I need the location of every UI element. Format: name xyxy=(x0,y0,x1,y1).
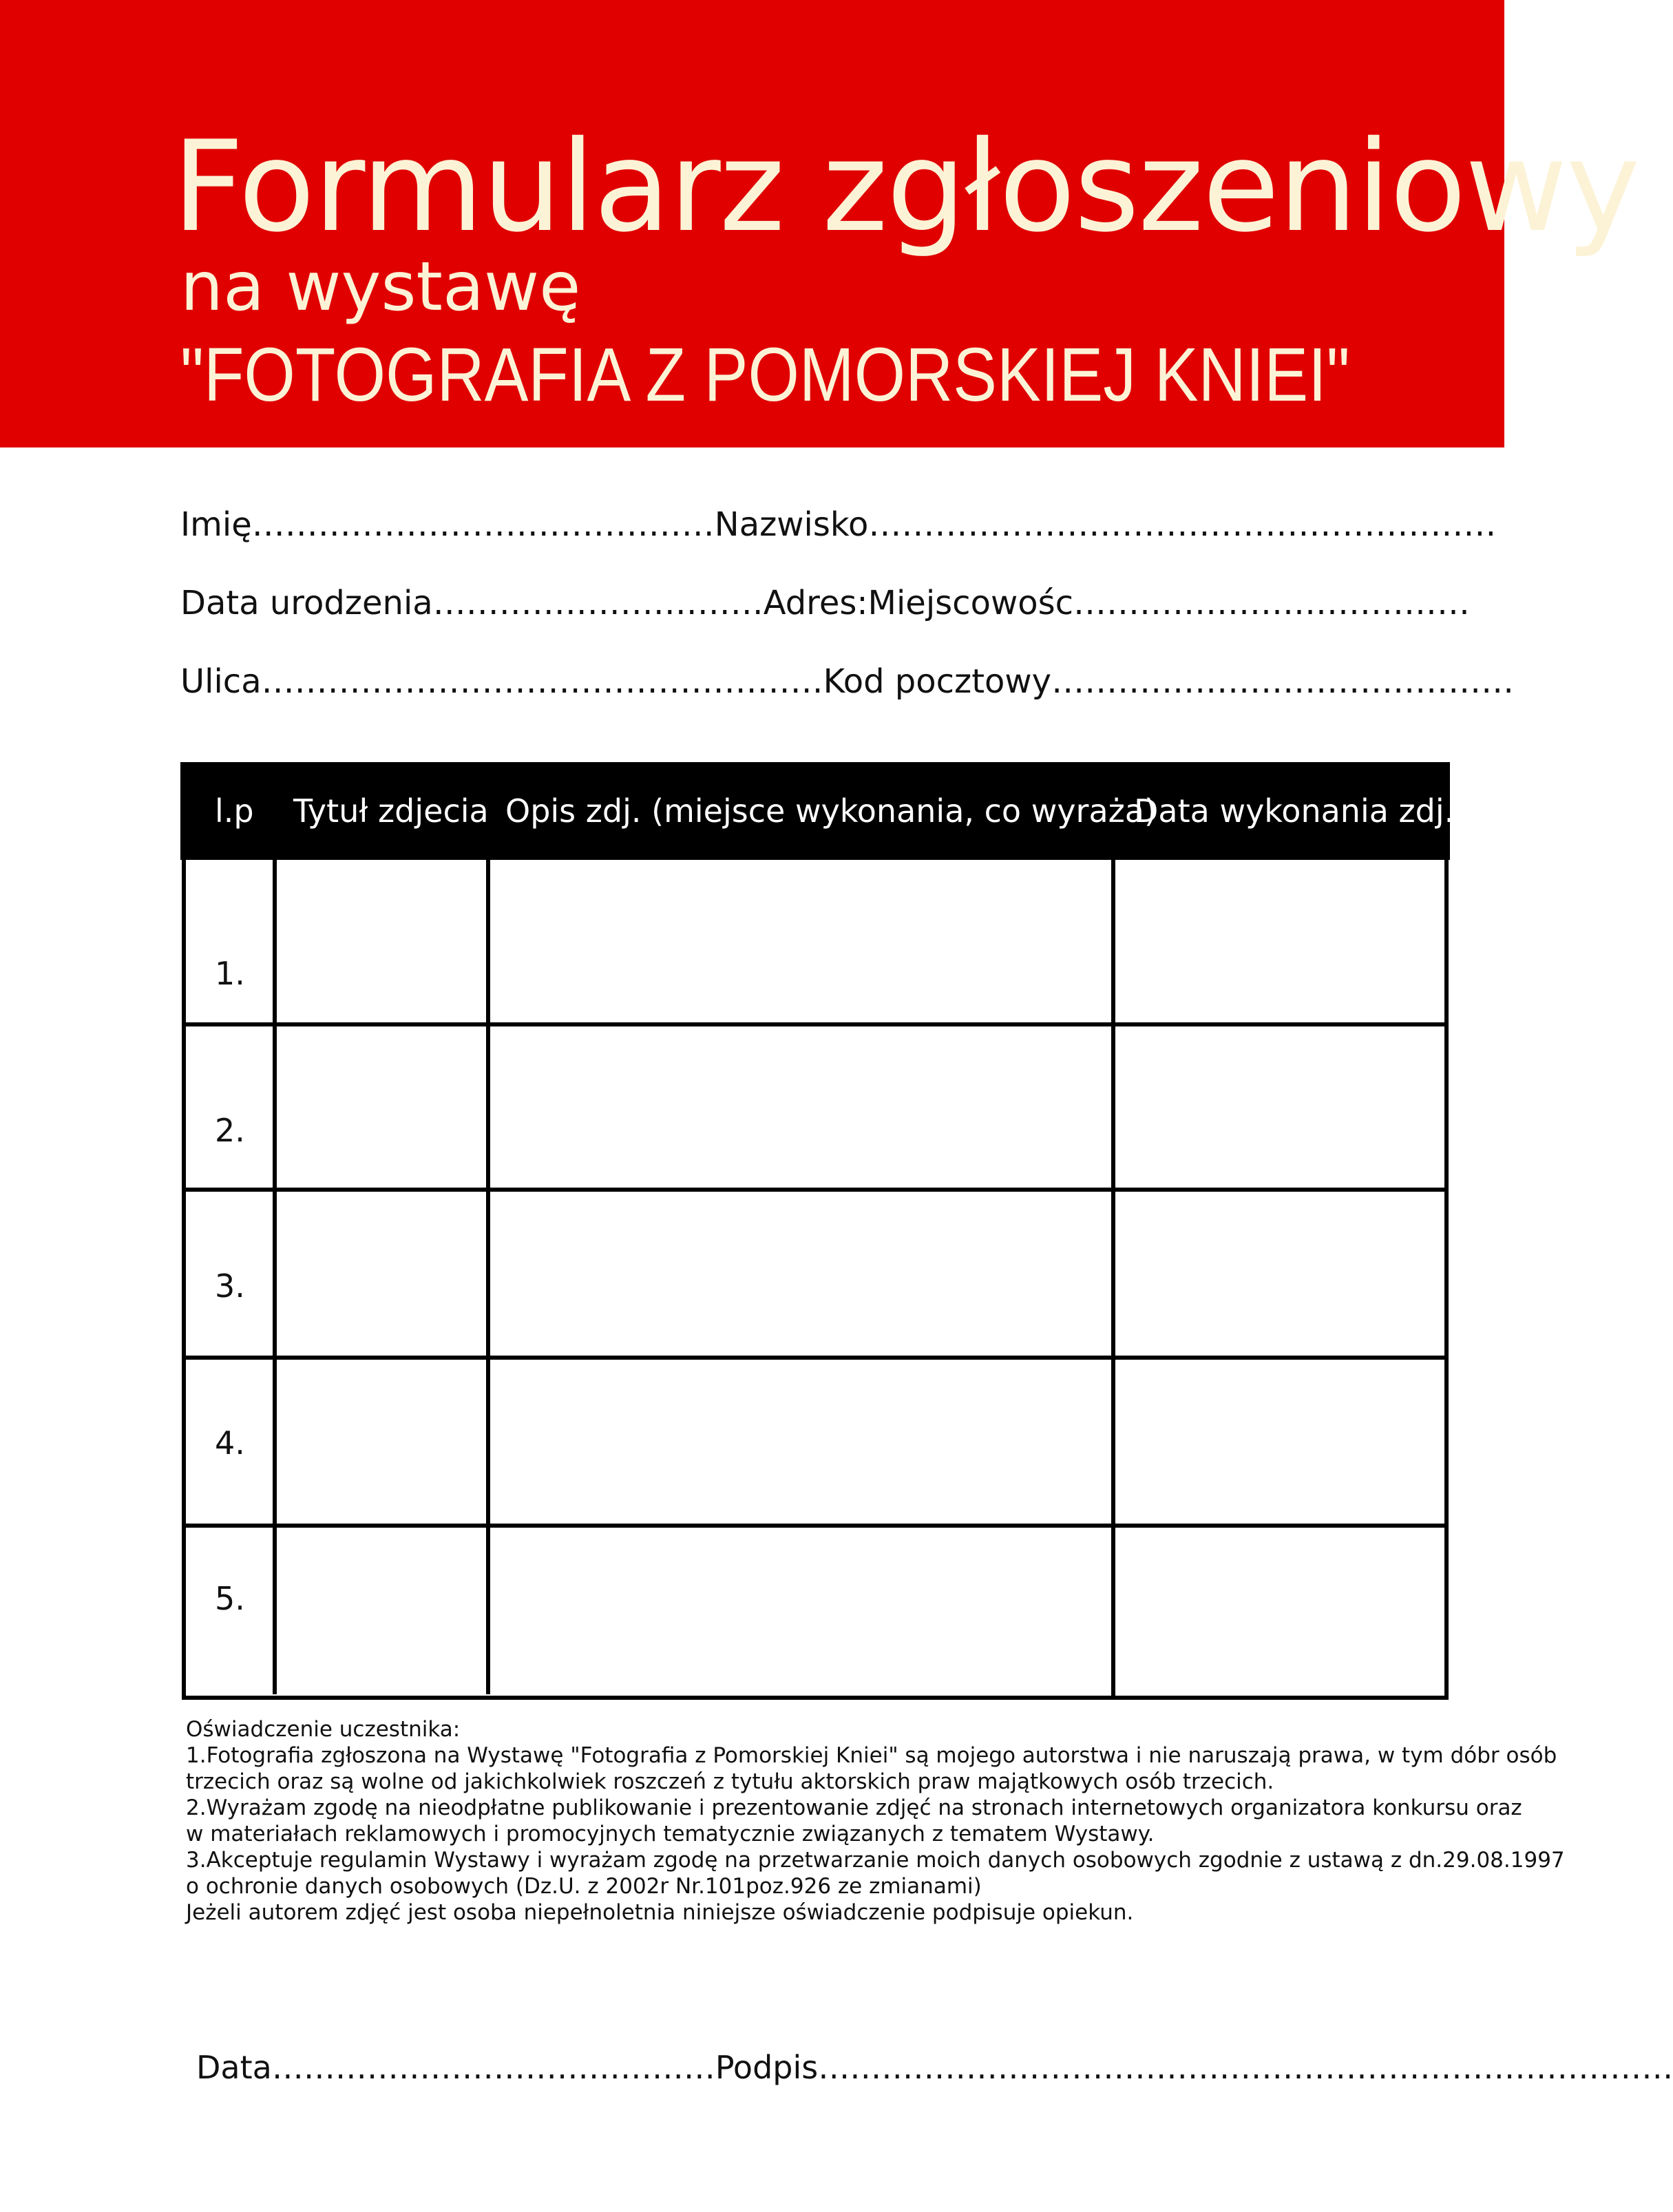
declaration-line: w materiałach reklamowych i promocyjnych tematycznie związanych z tematem Wystawy. xyxy=(186,1822,1155,1846)
form-subtitle: na wystawę xyxy=(180,248,581,326)
declaration-line: 2.Wyrażam zgodę na nieodpłatne publikowanie i prezentowanie zdjęć na stronach internetowych organizatora konkursu oraz xyxy=(186,1795,1522,1820)
declaration-heading: Oświadczenie uczestnika: xyxy=(186,1717,461,1742)
photo-table xyxy=(180,762,1455,1700)
declaration-line: trzecich oraz są wolne od jakichkolwiek roszczeń z tytułu aktorskich praw majątkowych osób trzecich. xyxy=(186,1769,1274,1794)
name-surname-field[interactable]: Imię……………………………………Nazwisko………………………………………………… xyxy=(180,505,1497,544)
row-divider xyxy=(182,1022,1449,1026)
declaration-line: 3.Akceptuje regulamin Wystawy i wyrażam zgodę na przetwarzanie moich danych osobowych zgodnie z ustawą z dn.29.08.1997 xyxy=(186,1848,1565,1873)
table-border-bottom xyxy=(182,1696,1449,1700)
row-divider xyxy=(182,1524,1449,1528)
column-divider xyxy=(273,860,277,1694)
header-title: Tytuł zdjecia xyxy=(293,792,489,830)
table-body xyxy=(182,860,1449,1700)
row-number: 4. xyxy=(215,1424,245,1462)
row-number: 5. xyxy=(215,1580,245,1617)
birthdate-city-field[interactable]: Data urodzenia…………………………Adres:Miejscowośc……………………………… xyxy=(180,584,1470,622)
table-header xyxy=(180,762,1455,860)
declaration-line: Jeżeli autorem zdjęć jest osoba niepełnoletnia niniejsze oświadczenie podpisuje opiekun. xyxy=(186,1900,1134,1925)
date-signature-field[interactable]: Data……………………………………Podpis……………………………………………………………………… xyxy=(196,2049,1673,2086)
row-divider xyxy=(182,1356,1449,1360)
column-divider xyxy=(486,860,490,1694)
row-number: 2. xyxy=(215,1112,245,1149)
column-divider xyxy=(1111,860,1115,1700)
form-title: Formularz zgłoszeniowy xyxy=(172,114,1639,260)
header-date: Data wykonania zdj. xyxy=(1134,792,1455,830)
header-banner xyxy=(0,0,1639,447)
table-border-left xyxy=(182,860,186,1700)
row-divider xyxy=(182,1188,1449,1192)
row-number: 3. xyxy=(215,1267,245,1305)
exhibition-name: "FOTOGRAFIA Z POMORSKIEJ KNIEI" xyxy=(180,333,1350,417)
street-postcode-field[interactable]: Ulica……………………………………………Kod pocztowy…………………………………… xyxy=(180,662,1515,701)
table-border-right xyxy=(1444,860,1449,1700)
row-number: 1. xyxy=(215,955,245,992)
header-lp: l.p xyxy=(215,792,254,830)
declaration-line: o ochronie danych osobowych (Dz.U. z 2002r Nr.101poz.926 ze zmianami) xyxy=(186,1874,982,1899)
participant-declaration xyxy=(186,1716,1565,1926)
header-description: Opis zdj. (miejsce wykonania, co wyraża) xyxy=(505,792,1157,830)
declaration-line: 1.Fotografia zgłoszona na Wystawę "Fotografia z Pomorskiej Kniei" są mojego autorstwa i nie naruszają prawa, w tym dóbr osób xyxy=(186,1743,1557,1768)
